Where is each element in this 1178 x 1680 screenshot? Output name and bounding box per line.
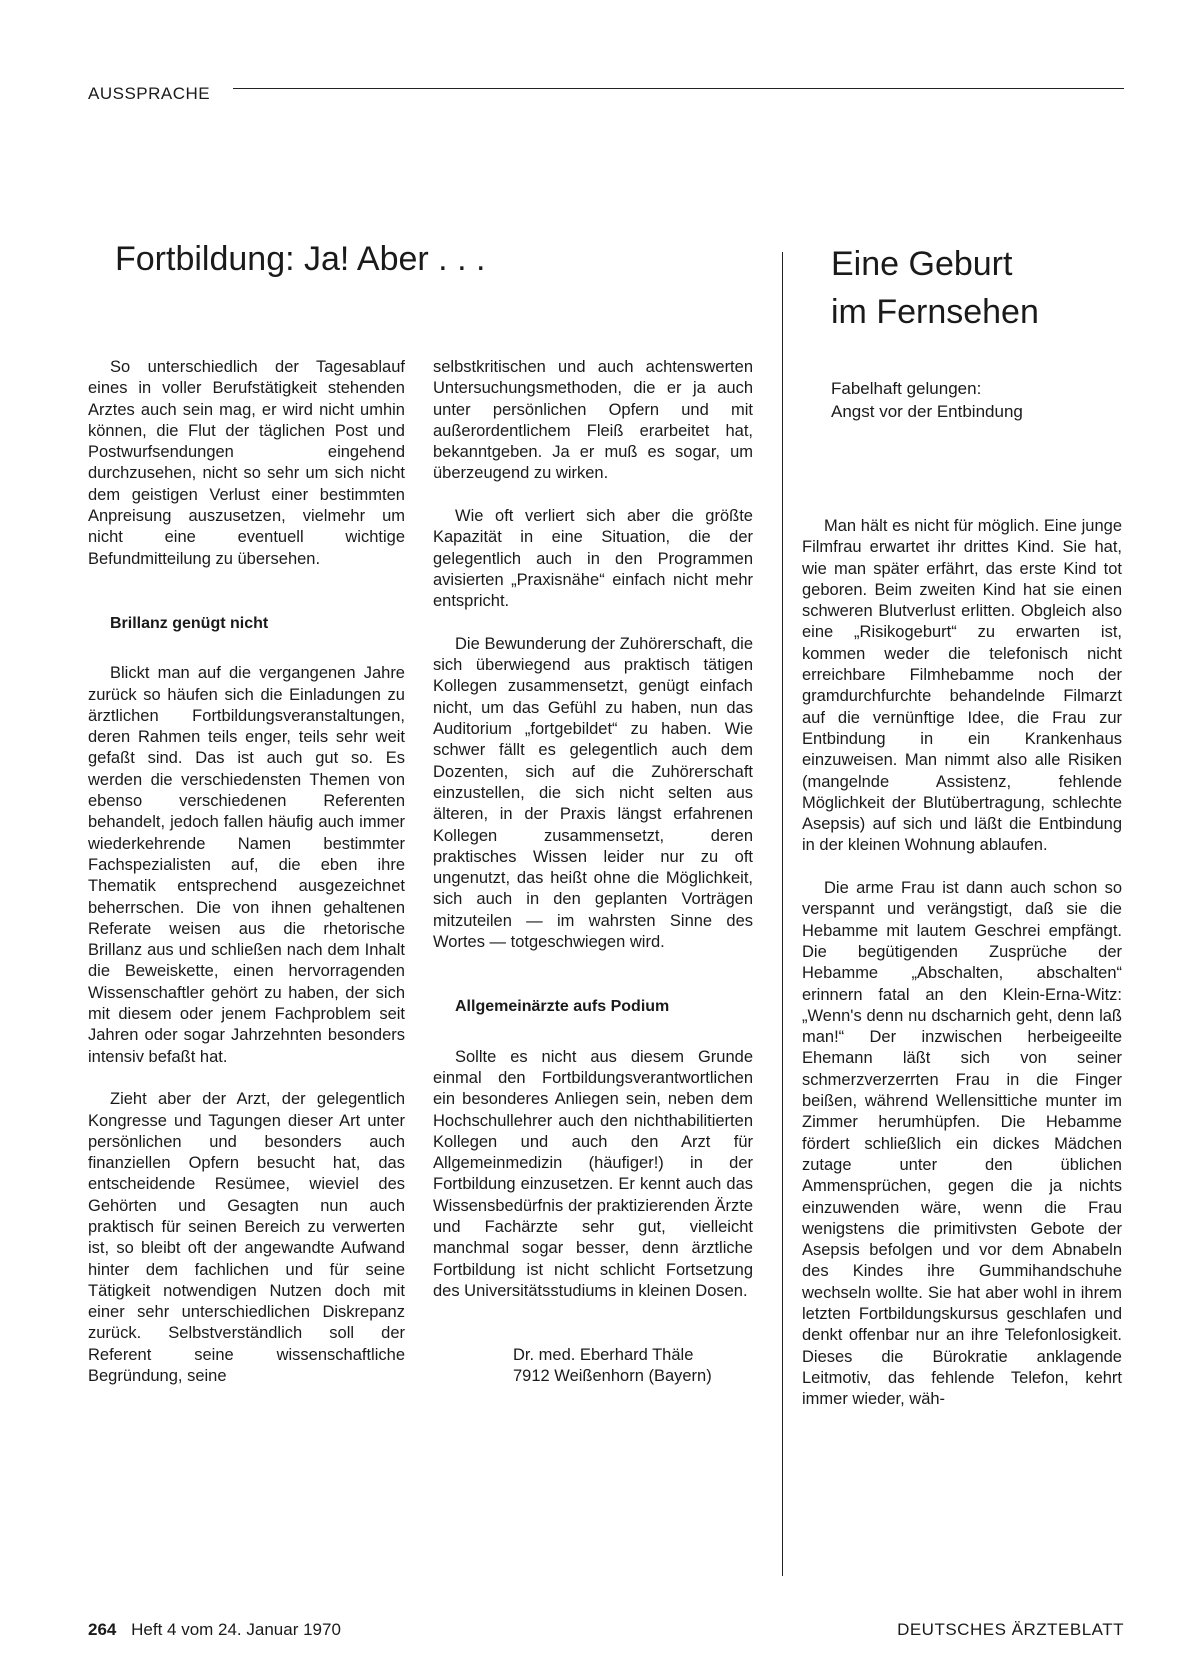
article-left-column-2 (433, 357, 753, 1388)
article-left-paragraph: Zieht aber der Arzt, der gelegentlich Kongresse und Tagungen dieser Art unter persönlichen und besonders auch finanziellen Opfern besucht hat, das entscheidende Resümee, wieviel des Gehörten und Gesagten nun auch praktisch für seinen Bereich zu verwerten ist, so bleibt oft der angewandte Aufwand hinter dem fachlichen und für seine Tätigkeit notwendigen Nutzen doch mit einer sehr unterschiedlichen Diskrepanz zurück. Selbstverständlich soll der Referent seine wissenschaftliche Begründung, seine (88, 1090, 405, 1386)
standfirst-line-1: Fabelhaft gelungen: (831, 379, 982, 398)
article-left-column-1 (88, 357, 405, 1387)
section-label: AUSSPRACHE (88, 84, 211, 103)
article-right-column (802, 516, 1122, 1410)
footer-issue (88, 1620, 341, 1640)
journal-name: DEUTSCHES ÄRZTEBLATT (897, 1620, 1124, 1639)
article-right-title-line-2: im Fernsehen (831, 293, 1039, 331)
article-left-title: Fortbildung: Ja! Aber . . . (115, 240, 486, 278)
article-right-paragraph: Die arme Frau ist dann auch schon so verspannt und verängstigt, daß sie die Hebamme mit lautem Geschrei empfängt. Die begütigenden Zusprüche der Hebamme „Abschalten, abschalten“ erinnern fatal an den Klein-Erna-Witz: „Wenn's denn nu dscharnich geht, denn laß man!“ Der inzwischen herbeigeeilte Ehemann läßt sich von seiner schmerzverzerrten Frau in die Finger beißen, während Wellensittiche munter im Zimmer herumhüpfen. Die Hebamme fördert schließlich ein dickes Mädchen zutage unter den üblichen Ammensprüchen, gegen die ja nichts einzuwenden wäre, wenn die Frau wenigstens die primitivsten Gebote der Asepsis befolgen und vor dem Abnabeln des Kindes ihre Gummihandschuhe wechseln wollte. Sie hat aber wohl in ihrem letzten Fortbildungskursus geschlafen und denkt offenbar nur an ihre Telefonlosigkeit. Dieses die Bürokratie anklagende Leitmotiv, das fehlende Telefon, kehrt immer wieder, wäh- (802, 879, 1122, 1409)
article-right-title (831, 240, 1131, 336)
article-left-paragraph: Die Bewunderung der Zuhörerschaft, die sich überwiegend aus praktisch tätigen Kollegen zusammensetzt, genügt einfach nicht, um das Gefühl zu haben, nun das Auditorium „fortgebildet“ zu haben. Wie schwer fällt es gelegentlich auch dem Dozenten, sich auf die Zuhörerschaft einzustellen, die sich nicht selten aus älteren, in der Praxis längst erfahrenen Kollegen zusammensetzt, deren praktisches Wissen leider nur zu oft ungenutzt, das heißt ohne die Möglichkeit, sich auch in den geplanten Vorträgen mitzuteilen — im wahrsten Sinne des Wortes — totgeschwiegen wird. (433, 634, 753, 952)
article-right-title-line-1: Eine Geburt (831, 245, 1013, 283)
page-number: 264 (88, 1620, 117, 1639)
subhead-allgemeinaerzte: Allgemeinärzte aufs Podium (455, 998, 670, 1016)
signature (433, 1345, 753, 1388)
article-left-paragraph: Blickt man auf die vergangenen Jahre zurück so häufen sich die Einladungen zu ärztlichen Fortbildungsveranstaltungen, deren Rahmen teils enger, teils sehr weit gefaßt sind. Das ist auch gut so. Es werden die verschiedensten Themen von ebenso verschiedenen Referenten behandelt, jedoch fallen häufig auch immer wiederkehrende Namen bestimmter Fachspezialisten auf, die eben ihre Thematik entsprechend ausgezeichnet beherrschen. Die von ihnen gehaltenen Referate weisen aus die rhetorische Brillanz aus und schließen nach dem Inhalt die Beweiskette, einen hervorragenden Wissenschaftler gehört zu haben, der sich mit diesem oder jenem Fachproblem seit Jahren oder sogar Jahrzehnten besonders intensiv befaßt hat. (88, 664, 405, 1066)
article-left-intro-paragraph: So unterschiedlich der Tagesablauf eines in voller Berufstätigkeit stehenden Arztes auch sein mag, er wird nicht umhin können, die Flut der täglichen Post und Postwurfsendungen eingehend durchzusehen, nicht so sehr um sich nicht dem geistigen Verlust einer bestimmten Anpreisung auszusetzen, vielmehr um nicht eine eventuell wichtige Befundmitteilung zu übersehen. (88, 358, 405, 568)
signature-name: Dr. med. Eberhard Thäle (513, 1346, 694, 1365)
article-left-continuation: selbstkritischen und auch achtenswerten Untersuchungsmethoden, die er ja auch unter persönlichen Opfern und mit außerordentlichem Fleiß erarbeitet hat, bekanntgeben. Ja er muß es sogar, um überzeugend zu wirken. (433, 358, 753, 483)
signature-place: 7912 Weißenhorn (Bayern) (513, 1367, 712, 1386)
article-left-paragraph: Sollte es nicht aus diesem Grunde einmal den Fortbildungsverantwortlichen ein besonderes Anliegen sein, neben dem Hochschullehrer auch den nichthabilitierten Kollegen und auch den Arzt für Allgemeinmedizin (häufiger!) in der Fortbildung einzusetzen. Er kennt auch das Wissensbedürfnis der praktizierenden Ärzte und Fachärzte sehr gut, vielleicht manchmal sogar besser, denn ärztliche Fortbildung ist nicht schlicht Fortsetzung des Universitätsstudiums in kleinen Dosen. (433, 1047, 753, 1300)
top-rule (233, 88, 1124, 89)
column-divider (782, 252, 783, 1576)
subhead-brillanz: Brillanz genügt nicht (110, 614, 269, 632)
article-left-paragraph: Wie oft verliert sich aber die größte Kapazität in eine Situation, die der gelegentlich auch in den Programmen avisierten „Praxisnähe“ einfach nicht mehr entspricht. (433, 507, 753, 611)
article-right-paragraph: Man hält es nicht für möglich. Eine junge Filmfrau erwartet ihr drittes Kind. Sie hat, wie man später erfährt, das erste Kind tot geboren. Beim zweiten Kind hat sie einen schweren Blutverlust erlitten. Obgleich also eine „Risikogeburt“ zu erwarten ist, kommen weder die telefonisch nicht erreichbare Filmhebamme noch der gramdurchfurchte behandelnde Filmarzt auf die vernünftige Idee, die Frau zur Entbindung in ein Krankenhaus einzuweisen. Man nimmt also alle Risiken (mangelnde Assistenz, fehlende Möglichkeit der Blutübertragung, schlechte Asepsis) auf sich und läßt die Entbindung in der kleinen Wohnung ablaufen. (802, 517, 1122, 855)
standfirst-line-2: Angst vor der Entbindung (831, 402, 1023, 421)
article-right-standfirst (831, 377, 1023, 423)
issue-info: Heft 4 vom 24. Januar 1970 (131, 1620, 341, 1639)
